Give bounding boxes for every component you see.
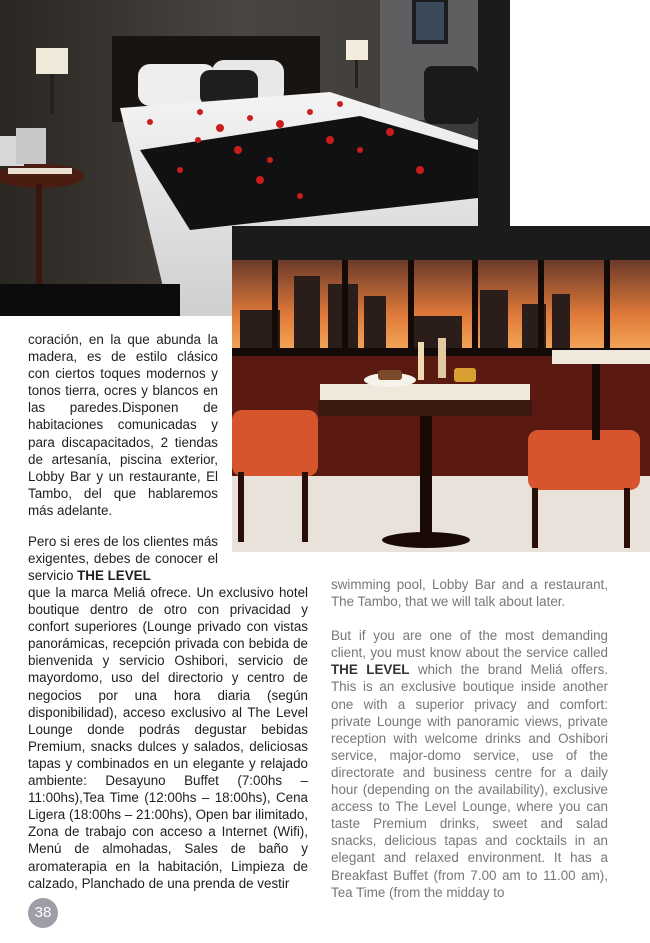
english-column — [331, 576, 608, 901]
english-intro-text: swimming pool, Lobby Bar and a restaurant, The Tambo, that we will talk about later. — [331, 577, 608, 610]
spanish-brand-name: THE LEVEL — [77, 568, 151, 584]
spanish-level-body-text: que la marca Meliá ofrece. Un exclusivo hotel boutique dentro de otro con privacidad y confort superiores (Lounge privado con vistas panorámicas, recepción privada con bebida de bienvenida y servicio Oshibori, servicio de mayordomo, uso del directorio y centro de negocios por una hora diaria (según disponibilidad), acceso exclusivo al The Level Lounge donde podrás degustar bebidas Premium, snacks dulces y salados, deliciosas tapas y combinados en un elegante y relajado ambiente: Desayuno Buffet (7:00hs – 11:00hs),Tea Time (12:00hs – 18:00hs), Cena Ligera (18:00hs – 21:00hs), Open bar ilimitado, Zona de trabajo con acceso a Internet (Wifi), Menú de almohadas, Sales de baño y aromaterapia en la habitación, Limpieza de calzado, Planchado de una prenda de vestir — [28, 585, 308, 891]
spanish-level-lead-text: Pero si eres de los clientes más exigentes, debes de conocer el servicio — [28, 534, 218, 584]
spanish-level-lead — [28, 533, 218, 584]
photo-frame-edge — [478, 0, 510, 226]
english-level-body-text: which the brand Meliá offers. This is an exclusive boutique inside another one with a superior privacy and comfort: private Lounge with panoramic views, private reception with welcome drinks and Oshibori service, major-domo service, use of the directorate and business centre for a daily hour (depending on the availability), exclusive access to The Level Lounge, where you can taste Premium drinks, sweet and salad snacks, delicious tapas and cocktails in an elegant and relaxed environment. It has a Breakfast Buffet (from 7.00 am to 11.00 am), Tea Time (from the midday to — [331, 662, 608, 900]
photo-frame-bar — [232, 226, 650, 260]
english-brand-name: THE LEVEL — [331, 662, 410, 678]
spanish-intro-paragraph — [28, 331, 218, 519]
restaurant-photo — [232, 260, 650, 552]
spanish-intro-text: coración, en la que abunda la madera, es de estilo clásico con ciertos toques modernos y tonos tierra, ocres y blancos en las paredes.Disponen de habitaciones comunicadas y para discapacitados, 2 tiendas de artesanía, piscina exterior, Lobby Bar y un restaurante, El Tambo, del que hablaremos más adelante. — [28, 332, 218, 518]
page-number-badge: 38 — [28, 898, 58, 928]
restaurant-illustration — [232, 260, 650, 552]
english-level-lead-text: But if you are one of the most demanding client, you must know about the service called — [331, 628, 608, 661]
spanish-level-body — [28, 584, 308, 892]
